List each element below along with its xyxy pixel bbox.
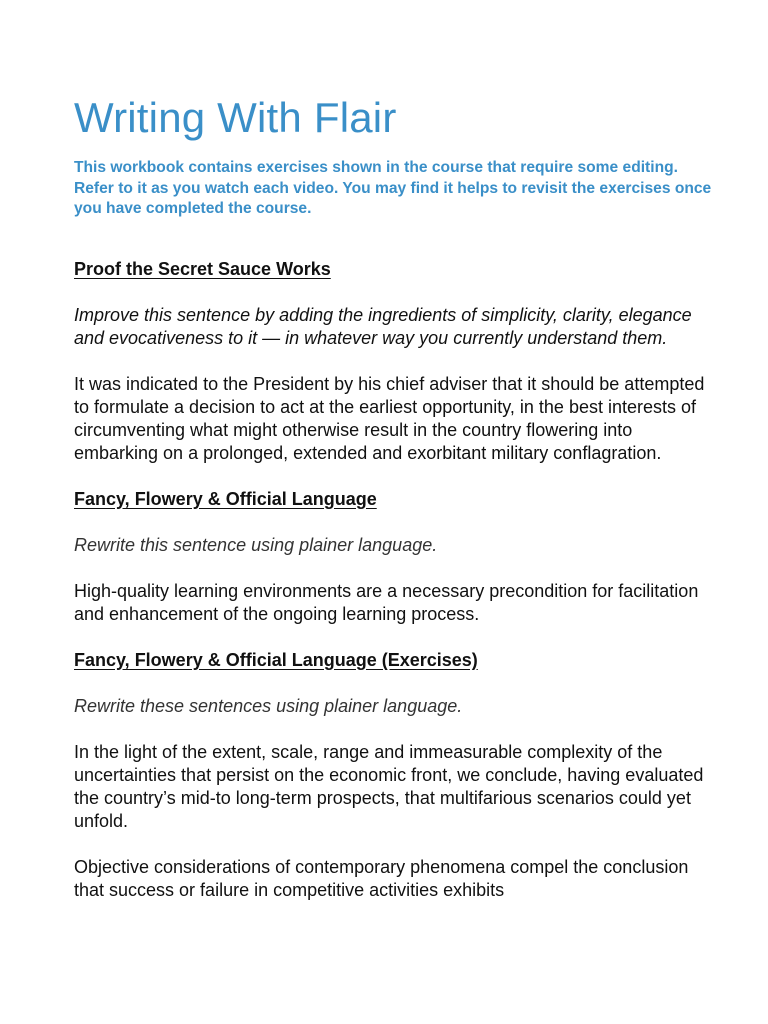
document-title: Writing With Flair	[74, 94, 397, 141]
exercise-sentence: It was indicated to the President by his chief adviser that it should be attempted to formulate a decision to act at the earliest opportunity, in the best interests of circumventing what might otherwise result in the country flowering into embarking on a prolonged, extended and exorbitant military conflagration.	[74, 373, 705, 463]
section-heading-fancy-language: Fancy, Flowery & Official Language	[74, 488, 377, 509]
exercise-sentence: High-quality learning environments are a necessary precondition for facilitation and enhancement of the ongoing learning process.	[74, 580, 699, 624]
document-page	[74, 92, 714, 902]
exercise-sentence: In the light of the extent, scale, range and immeasurable complexity of the uncertainties that persist on the economic front, we conclude, having evaluated the country’s mid-to long-term prospects, that multifarious scenarios could yet unfold.	[74, 741, 704, 831]
section-instruction: Improve this sentence by adding the ingredients of simplicity, clarity, elegance and evocativeness to it — in whatever way you currently understand them.	[74, 304, 692, 348]
section-heading-fancy-language-exercises: Fancy, Flowery & Official Language (Exercises)	[74, 649, 478, 670]
exercise-sentence: Objective considerations of contemporary phenomena compel the conclusion that success or failure in competitive activities exhibits	[74, 856, 689, 900]
intro-paragraph: This workbook contains exercises shown in the course that require some editing. Refer to it as you watch each video. You may find it helps to revisit the exercises once you have completed the course.	[74, 159, 712, 217]
section-heading-secret-sauce: Proof the Secret Sauce Works	[74, 258, 331, 279]
section-instruction: Rewrite these sentences using plainer language.	[74, 695, 463, 716]
section-instruction: Rewrite this sentence using plainer language.	[74, 534, 438, 555]
